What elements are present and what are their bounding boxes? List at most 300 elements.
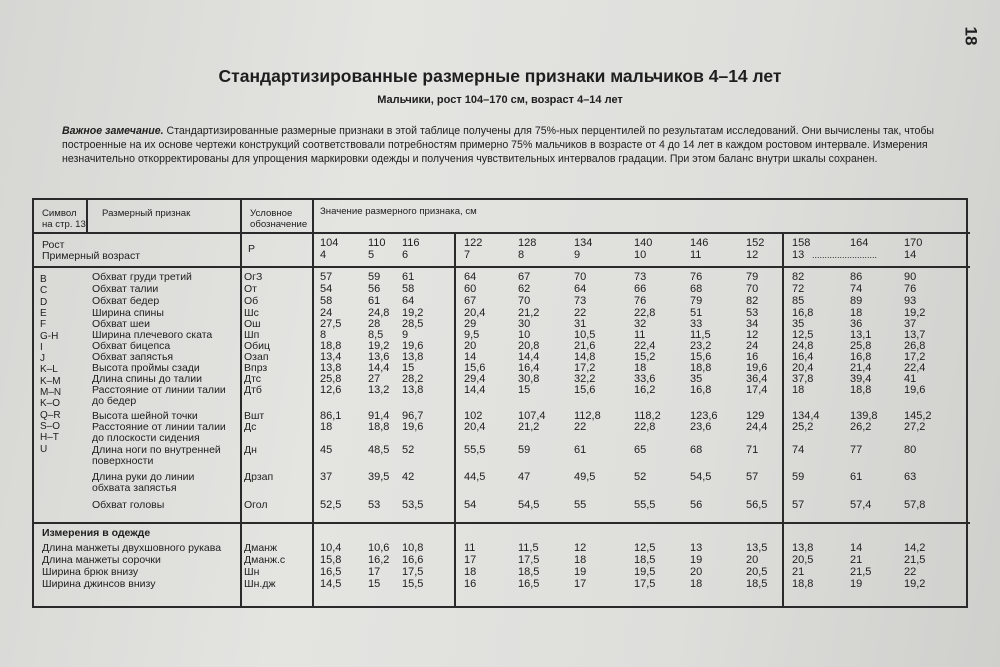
row-value: 33 — [690, 318, 703, 330]
row-value: 79 — [690, 295, 703, 307]
row-value: 62 — [518, 283, 531, 295]
row-value: 14,4 — [464, 384, 486, 396]
row-value: 8 — [320, 329, 327, 341]
row-value: 64 — [402, 295, 415, 307]
row-value: 57,8 — [904, 499, 926, 511]
clothing-row-value: 16,5 — [320, 566, 342, 578]
row-value: 18,8 — [368, 421, 390, 433]
col-divider — [312, 200, 314, 608]
row-code: Дтс — [244, 373, 262, 385]
row-symbol: Q–R — [40, 409, 61, 421]
clothing-row-value: 19,2 — [904, 578, 926, 590]
row-value: 28 — [368, 318, 381, 330]
row-divider — [34, 266, 970, 268]
row-value: 55,5 — [464, 444, 486, 456]
clothing-row-value: 13,5 — [746, 542, 768, 554]
row-name: Обхват головы — [92, 499, 165, 511]
row-value: 112,8 — [574, 410, 601, 422]
row-value: 39,4 — [850, 373, 872, 385]
clothing-row-value: 16,6 — [402, 554, 424, 566]
clothing-row-name: Ширина джинсов внизу — [42, 578, 156, 590]
row-value: 9 — [402, 329, 409, 341]
row-value: 63 — [904, 471, 917, 483]
row-value: 13,6 — [368, 351, 390, 363]
col-divider — [454, 232, 456, 608]
clothing-row-value: 19 — [690, 554, 703, 566]
clothing-row-value: 17 — [368, 566, 381, 578]
clothing-row-value: 10,8 — [402, 542, 424, 554]
row-value: 45 — [320, 444, 333, 456]
row-value: 21,4 — [850, 362, 872, 374]
clothing-row-value: 21 — [850, 554, 863, 566]
row-value: 24,8 — [368, 307, 390, 319]
row-value: 12,6 — [320, 384, 342, 396]
row-value: 11,5 — [690, 329, 711, 341]
row-value: 59 — [368, 271, 381, 283]
row-value: 70 — [518, 295, 531, 307]
age-label: Примерный возраст — [42, 250, 141, 262]
row-value: 13,1 — [850, 329, 872, 341]
row-code: Дс — [244, 421, 257, 433]
row-value: 74 — [850, 283, 863, 295]
row-value: 56 — [368, 283, 381, 295]
row-symbol: D — [40, 296, 48, 308]
row-value: 72 — [792, 283, 805, 295]
row-value: 13,2 — [368, 384, 390, 396]
row-value: 73 — [574, 295, 587, 307]
clothing-row-value: 18,5 — [634, 554, 656, 566]
row-value: 27 — [368, 373, 381, 385]
row-value: 54 — [464, 499, 477, 511]
row-value: 13,8 — [402, 351, 424, 363]
height-value: 128 — [518, 237, 537, 249]
row-value: 22,8 — [634, 307, 656, 319]
row-value: 21,6 — [574, 340, 596, 352]
clothing-row-value: 10,6 — [368, 542, 390, 554]
row-value: 56,5 — [746, 499, 768, 511]
row-value: 15,6 — [464, 362, 486, 374]
row-value: 59 — [792, 471, 805, 483]
clothing-row-value: 14 — [850, 542, 863, 554]
clothing-row-value: 21,5 — [850, 566, 872, 578]
row-value: 34 — [746, 318, 759, 330]
row-value: 24 — [320, 307, 333, 319]
row-symbol: J — [40, 353, 45, 365]
row-value: 102 — [464, 410, 483, 422]
row-value: 16,8 — [850, 351, 872, 363]
row-name: Длина руки до линии обхвата запястья — [92, 471, 195, 494]
row-value: 61 — [574, 444, 587, 456]
row-value: 53,5 — [402, 499, 424, 511]
row-value: 22,4 — [634, 340, 656, 352]
row-name: Обхват шеи — [92, 318, 151, 330]
clothing-row-value: 21 — [792, 566, 805, 578]
row-value: 145,2 — [904, 410, 932, 422]
row-name: Длина ноги по внутренней поверхности — [92, 444, 221, 467]
row-symbol: C — [40, 285, 48, 297]
row-code: Впрз — [244, 362, 268, 374]
age-value: 8 — [518, 249, 525, 261]
row-value: 10,5 — [574, 329, 596, 341]
row-value: 29 — [464, 318, 477, 330]
row-value: 51 — [690, 307, 703, 319]
clothing-row-name: Длина манжеты сорочки — [42, 554, 161, 566]
page-subtitle: Мальчики, рост 104–170 см, возраст 4–14 лет — [377, 94, 623, 106]
row-value: 28,5 — [402, 318, 424, 330]
clothing-row-value: 17,5 — [402, 566, 424, 578]
clothing-row-code: Шн.дж — [244, 578, 276, 590]
note-text: Стандартизированные размерные признаки в этой таблице получены для 75%-ных перцентилей по результатам исследований. Они вычислены так, чтобы построенные на их основе чертежи конструкций соответствовали потребностям примерно 75% мальчиков в возрасте от 4 до 14 лет в каждом ростовом интервале. Измерения незначительно откорректированы для упрощения маркировки одежды и получения чувствительных интервалов градации. При этом баланс внутри шкалы сохранен. — [62, 125, 935, 165]
age-value: 9 — [574, 249, 581, 261]
row-value: 96,7 — [402, 410, 424, 422]
clothing-row-value: 17 — [574, 578, 587, 590]
row-value: 67 — [464, 295, 477, 307]
clothing-row-value: 15,8 — [320, 554, 342, 566]
row-value: 21,2 — [518, 421, 540, 433]
age-value: 11 — [690, 249, 702, 261]
row-value: 85 — [792, 295, 805, 307]
clothing-row-value: 14,2 — [904, 542, 926, 554]
col-divider — [240, 200, 242, 608]
row-value: 32 — [634, 318, 647, 330]
row-value: 59 — [518, 444, 531, 456]
age-value: 7 — [464, 249, 471, 261]
height-value: 170 — [904, 237, 923, 249]
row-value: 25,2 — [792, 421, 814, 433]
row-value: 53 — [368, 499, 381, 511]
row-value: 25,8 — [850, 340, 872, 352]
row-value: 28,2 — [402, 373, 424, 385]
clothing-row-value: 18 — [690, 578, 703, 590]
clothing-row-value: 13,8 — [792, 542, 814, 554]
row-code: Об — [244, 295, 259, 307]
row-value: 26,2 — [850, 421, 872, 433]
row-value: 18,8 — [320, 340, 342, 352]
clothing-row-value: 19 — [850, 578, 863, 590]
row-value: 25,8 — [320, 373, 342, 385]
clothing-row-value: 20,5 — [792, 554, 814, 566]
row-value: 12,5 — [792, 329, 814, 341]
age-value: 10 — [634, 249, 647, 261]
row-value: 22,4 — [904, 362, 926, 374]
row-value: 91,4 — [368, 410, 390, 422]
height-value: 134 — [574, 237, 593, 249]
row-code: Дн — [244, 444, 257, 456]
row-name: Расстояние от линии талии до бедер — [92, 384, 226, 407]
row-value: 24 — [746, 340, 759, 352]
row-value: 35 — [690, 373, 703, 385]
row-value: 36,4 — [746, 373, 768, 385]
size-table — [32, 198, 968, 608]
row-name: Высота проймы сзади — [92, 362, 200, 374]
clothing-row-value: 16,5 — [518, 578, 540, 590]
row-value: 67 — [518, 271, 531, 283]
row-value: 18,8 — [690, 362, 712, 374]
row-symbol: F — [40, 319, 47, 331]
row-value: 79 — [746, 271, 759, 283]
age-dots: .......................... — [812, 250, 878, 260]
row-code: Обиц — [244, 340, 271, 352]
row-value: 37 — [320, 471, 333, 483]
row-value: 68 — [690, 444, 703, 456]
row-name: Высота шейной точки — [92, 410, 198, 422]
row-code: Дрзап — [244, 471, 274, 483]
age-value: 12 — [746, 249, 759, 261]
row-value: 13,7 — [904, 329, 926, 341]
row-value: 54,5 — [518, 499, 540, 511]
row-value: 20 — [464, 340, 477, 352]
row-value: 15,2 — [634, 351, 656, 363]
clothing-row-value: 18,5 — [518, 566, 540, 578]
row-value: 47 — [518, 471, 531, 483]
row-value: 19,2 — [904, 307, 926, 319]
row-symbol: I — [40, 341, 43, 353]
row-divider — [34, 232, 970, 234]
row-name: Обхват запястья — [92, 351, 174, 363]
row-value: 18 — [320, 421, 333, 433]
row-value: 73 — [634, 271, 647, 283]
row-value: 71 — [746, 444, 759, 456]
row-symbol: S–O — [40, 420, 61, 432]
row-value: 23,6 — [690, 421, 712, 433]
row-value: 57 — [320, 271, 333, 283]
row-symbol: M–N — [40, 387, 62, 398]
row-value: 13,4 — [320, 351, 342, 363]
clothing-row-value: 12,5 — [634, 542, 656, 554]
row-value: 55,5 — [634, 499, 656, 511]
row-value: 24,8 — [792, 340, 814, 352]
row-value: 58 — [320, 295, 333, 307]
row-value: 37 — [904, 318, 917, 330]
row-value: 58 — [402, 283, 415, 295]
row-value: 19,2 — [368, 340, 390, 352]
row-value: 65 — [634, 444, 647, 456]
row-value: 23,2 — [690, 340, 712, 352]
row-value: 14,4 — [518, 351, 540, 363]
row-value: 60 — [464, 283, 477, 295]
height-value: 110 — [368, 237, 386, 249]
row-name: Обхват груди третий — [92, 271, 192, 283]
row-value: 56 — [690, 499, 703, 511]
row-value: 19,6 — [904, 384, 926, 396]
clothing-row-value: 11 — [464, 542, 476, 554]
row-value: 15 — [518, 384, 531, 396]
row-value: 30 — [518, 318, 531, 330]
row-value: 22 — [574, 307, 587, 319]
clothing-row-value: 17,5 — [634, 578, 656, 590]
clothing-row-value: 17 — [464, 554, 477, 566]
row-value: 55 — [574, 499, 587, 511]
row-name: Расстояние от линии талии до плоскости сидения — [92, 421, 226, 444]
row-value: 61 — [368, 295, 381, 307]
row-value: 15,6 — [574, 384, 596, 396]
row-value: 76 — [904, 283, 917, 295]
clothing-row-value: 18 — [574, 554, 587, 566]
row-symbol: K–O — [40, 398, 61, 410]
row-value: 52 — [634, 471, 647, 483]
important-note — [62, 124, 954, 166]
row-value: 57 — [792, 499, 805, 511]
row-code: От — [244, 283, 257, 295]
row-value: 61 — [402, 271, 415, 283]
row-value: 80 — [904, 444, 917, 456]
row-value: 32,2 — [574, 373, 596, 385]
row-value: 27,2 — [904, 421, 926, 433]
row-value: 134,4 — [792, 410, 820, 422]
row-value: 30,8 — [518, 373, 540, 385]
row-name: Длина спины до талии — [92, 373, 202, 385]
row-symbol: K–M — [40, 375, 61, 387]
row-value: 22 — [574, 421, 587, 433]
row-name: Обхват талии — [92, 283, 159, 295]
clothing-row-value: 10,4 — [320, 542, 342, 554]
row-value: 139,8 — [850, 410, 878, 422]
page-number: 18 — [961, 26, 981, 46]
row-value: 76 — [690, 271, 703, 283]
clothing-row-value: 22 — [904, 566, 917, 578]
clothing-row-value: 16,2 — [368, 554, 390, 566]
height-designation: Р — [248, 243, 256, 255]
row-value: 20,4 — [464, 307, 486, 319]
row-value: 82 — [792, 271, 805, 283]
row-value: 14,8 — [574, 351, 596, 363]
row-name: Обхват бицепса — [92, 340, 171, 352]
row-code: Шс — [244, 307, 259, 319]
row-value: 13,8 — [402, 384, 424, 396]
row-value: 16 — [746, 351, 759, 363]
clothing-row-value: 15 — [368, 578, 381, 590]
row-symbol: E — [40, 307, 47, 319]
clothing-row-value: 13 — [690, 542, 703, 554]
header-values: Значение размерного признака, см — [320, 206, 477, 217]
row-code: Ош — [244, 318, 261, 330]
row-value: 31 — [574, 318, 587, 330]
row-name: Ширина плечевого ската — [92, 329, 213, 341]
clothing-row-value: 15,5 — [402, 578, 424, 590]
clothing-row-value: 12 — [574, 542, 587, 554]
row-symbol: G-H — [40, 330, 59, 342]
note-label: Важное замечание. — [62, 125, 164, 137]
row-value: 42 — [402, 471, 415, 483]
row-symbol: H–T — [40, 432, 59, 444]
row-value: 20,4 — [464, 421, 486, 433]
row-value: 52,5 — [320, 499, 342, 511]
row-value: 33,6 — [634, 373, 656, 385]
row-value: 19,6 — [402, 421, 424, 433]
row-value: 26,8 — [904, 340, 926, 352]
row-value: 15 — [402, 362, 415, 374]
clothing-row-value: 14,5 — [320, 578, 342, 590]
row-code: Вшт — [244, 410, 265, 422]
row-value: 17,4 — [746, 384, 768, 396]
age-value: 4 — [320, 249, 327, 261]
row-value: 14,4 — [368, 362, 390, 374]
height-value: 146 — [690, 237, 709, 249]
row-value: 89 — [850, 295, 863, 307]
row-code: Озап — [244, 351, 269, 363]
row-value: 19,6 — [746, 362, 768, 374]
row-value: 61 — [850, 471, 863, 483]
height-value: 140 — [634, 237, 653, 249]
row-value: 18 — [850, 307, 863, 319]
col-divider — [782, 232, 784, 608]
row-code: Огол — [244, 499, 268, 511]
row-value: 16,2 — [634, 384, 656, 396]
clothing-row-name: Длина манжеты двухшовного рукава — [42, 542, 222, 554]
clothing-row-value: 18 — [464, 566, 477, 578]
row-value: 82 — [746, 295, 759, 307]
row-value: 12 — [746, 329, 759, 341]
header-feature: Размерный признак — [102, 208, 191, 219]
row-value: 18,8 — [850, 384, 872, 396]
row-value: 54 — [320, 283, 333, 295]
row-value: 37,8 — [792, 373, 814, 385]
row-value: 93 — [904, 295, 917, 307]
clothing-section-title: Измерения в одежде — [42, 527, 151, 539]
row-value: 9,5 — [464, 329, 480, 341]
row-value: 64 — [574, 283, 587, 295]
row-value: 20,8 — [518, 340, 540, 352]
row-value: 16,8 — [690, 384, 712, 396]
row-value: 22,8 — [634, 421, 656, 433]
height-value: 116 — [402, 237, 420, 249]
row-name: Ширина спины — [92, 307, 164, 319]
row-value: 39,5 — [368, 471, 390, 483]
row-value: 76 — [634, 295, 647, 307]
clothing-row-code: Дманж.с — [244, 554, 286, 566]
row-value: 48,5 — [368, 444, 390, 456]
clothing-row-value: 20,5 — [746, 566, 768, 578]
clothing-row-value: 17,5 — [518, 554, 540, 566]
height-value: 164 — [850, 237, 869, 249]
row-symbol: B — [40, 274, 47, 285]
row-divider — [34, 522, 970, 524]
header-symbol: Символ на стр. 13 — [42, 208, 86, 230]
clothing-row-value: 19,5 — [634, 566, 656, 578]
clothing-row-value: 19 — [574, 566, 587, 578]
age-value: 14 — [904, 249, 917, 261]
row-value: 70 — [574, 271, 587, 283]
row-value: 21,2 — [518, 307, 540, 319]
row-value: 68 — [690, 283, 703, 295]
row-symbol: K–L — [40, 364, 58, 376]
row-symbol: U — [40, 443, 48, 455]
row-value: 53 — [746, 307, 759, 319]
row-value: 17,2 — [574, 362, 596, 374]
col-divider — [86, 200, 88, 232]
row-value: 57 — [746, 471, 759, 483]
row-code: Дтб — [244, 384, 262, 396]
row-code: ОгЗ — [244, 271, 263, 283]
height-value: 152 — [746, 237, 765, 249]
row-value: 90 — [904, 271, 917, 283]
row-value: 19,2 — [402, 307, 424, 319]
clothing-row-value: 21,5 — [904, 554, 926, 566]
row-value: 70 — [746, 283, 759, 295]
row-value: 107,4 — [518, 410, 546, 422]
row-value: 49,5 — [574, 471, 596, 483]
row-value: 44,5 — [464, 471, 486, 483]
row-value: 36 — [850, 318, 863, 330]
row-value: 14 — [464, 351, 477, 363]
clothing-row-code: Шн — [244, 566, 260, 578]
row-value: 77 — [850, 444, 863, 456]
row-value: 64 — [464, 271, 477, 283]
clothing-row-code: Дманж — [244, 542, 277, 554]
height-value: 158 — [792, 237, 811, 249]
age-value: 13 — [792, 249, 805, 261]
clothing-row-value: 16 — [464, 578, 477, 590]
